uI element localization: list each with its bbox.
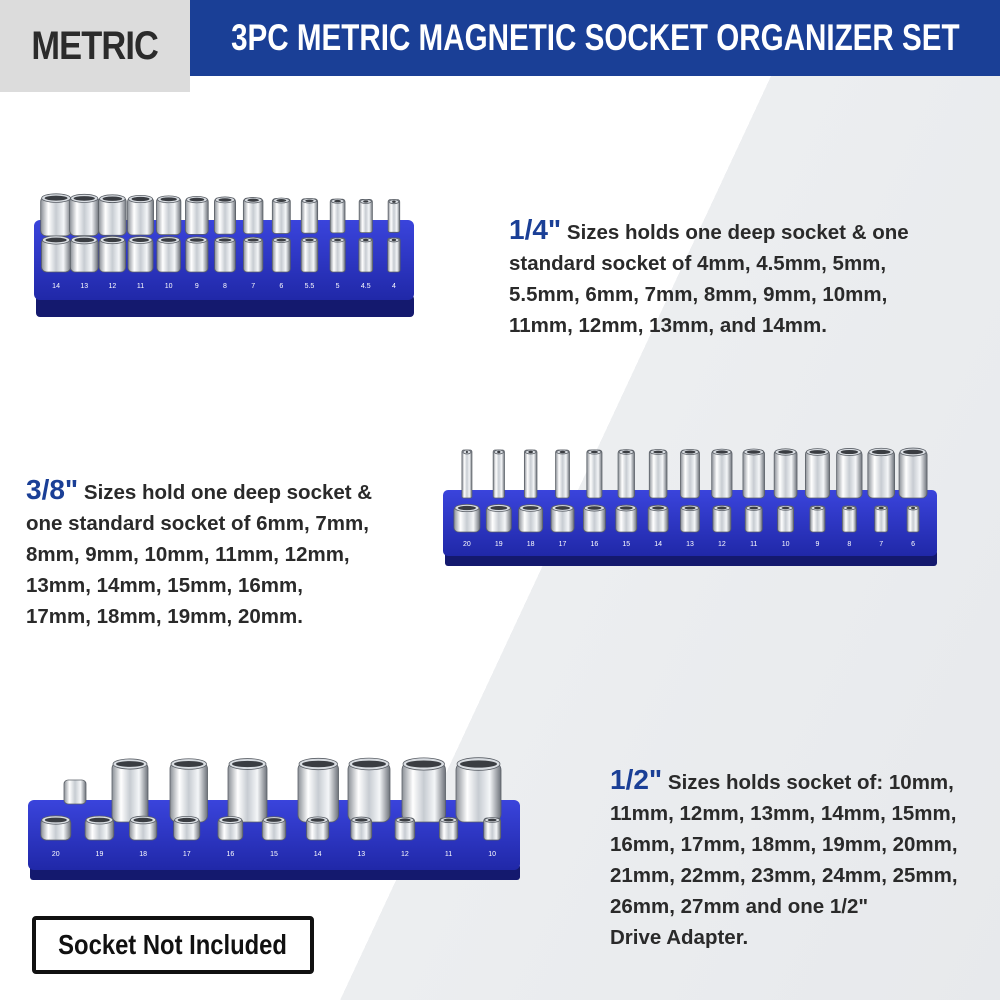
standard-socket xyxy=(648,505,668,532)
socket-not-included-badge xyxy=(32,916,314,974)
standard-socket xyxy=(519,505,543,532)
tray-size-label: 15 xyxy=(270,851,278,858)
standard-socket-large xyxy=(170,759,208,822)
tray-size-label: 13 xyxy=(686,541,694,548)
deep-socket xyxy=(556,450,570,498)
tray-size-label: 13 xyxy=(357,851,366,858)
tray-size-label: 10 xyxy=(781,541,790,548)
deep-socket xyxy=(681,449,700,498)
tray-size-label: 6 xyxy=(279,283,284,290)
standard-socket xyxy=(745,506,762,532)
tray-size-label: 12 xyxy=(401,851,409,858)
standard-socket xyxy=(218,817,243,840)
standard-socket xyxy=(128,237,153,273)
deep-socket xyxy=(388,200,400,233)
standard-socket-large xyxy=(348,758,390,822)
title-bar xyxy=(190,0,1000,76)
tray-size-label: 19 xyxy=(95,851,104,858)
deep-socket xyxy=(774,449,797,498)
tray-size-label: 9 xyxy=(194,283,199,290)
deep-socket xyxy=(243,197,263,233)
tray-size-label: 13 xyxy=(80,283,89,290)
tray-size-label: 12 xyxy=(108,283,117,290)
standard-socket xyxy=(842,506,856,532)
standard-socket-large xyxy=(298,758,339,822)
standard-socket xyxy=(330,238,345,272)
socket-tray-half-inch xyxy=(28,752,523,882)
deep-socket xyxy=(618,450,634,498)
tray-size-label: 15 xyxy=(622,541,631,548)
standard-socket xyxy=(395,817,415,840)
tray-size-label: 4.5 xyxy=(360,283,371,290)
deep-socket xyxy=(899,448,927,498)
deep-socket xyxy=(272,198,290,234)
description-text-half-inch: Sizes holds socket of: 10mm, 11mm, 12mm, 13mm, 14mm, 15mm, 16mm, 17mm, 18mm, 19mm, 20mm, 21mm, 22mm, 23mm, 24mm, 25mm, 26mm, 27mm and one 1/2" Drive Adapter. xyxy=(610,771,958,949)
tray-size-label: 18 xyxy=(139,851,147,858)
tray-size-label: 20 xyxy=(51,851,60,858)
deep-socket xyxy=(301,199,317,234)
socket-tray-three-eighths-inch xyxy=(443,440,943,570)
tray-size-label: 11 xyxy=(136,283,145,290)
size-label-quarter-inch: 1/4" xyxy=(509,214,562,245)
tray-size-label: 17 xyxy=(558,541,567,548)
tray-size-label: 8 xyxy=(847,541,852,548)
deep-socket xyxy=(587,450,602,498)
standard-socket xyxy=(215,237,236,272)
deep-socket xyxy=(837,448,862,498)
tray-size-label: 16 xyxy=(226,851,235,858)
deep-socket xyxy=(185,196,208,234)
metric-label: METRIC xyxy=(31,23,159,68)
deep-socket xyxy=(156,196,180,235)
standard-socket xyxy=(85,816,114,840)
tray-size-label: 11 xyxy=(444,851,453,858)
deep-socket xyxy=(99,195,127,235)
standard-socket xyxy=(359,238,373,272)
standard-socket xyxy=(272,237,290,272)
standard-socket-large xyxy=(228,759,267,822)
standard-socket xyxy=(262,817,286,840)
standard-socket xyxy=(351,817,372,840)
standard-socket xyxy=(616,505,637,532)
standard-socket-large xyxy=(456,758,501,822)
tray-size-label: 5 xyxy=(335,283,340,290)
standard-socket xyxy=(129,816,156,840)
drive-adapter xyxy=(64,780,86,804)
description-text-three-eighths-inch: Sizes hold one deep socket & one standard socket of 6mm, 7mm, 8mm, 9mm, 10mm, 11mm, 12mm, 13mm, 14mm, 15mm, 16mm, 17mm, 18mm, 19mm, 20mm. xyxy=(26,481,373,628)
tray-size-label: 6 xyxy=(911,541,916,548)
standard-socket xyxy=(583,505,605,532)
standard-socket xyxy=(243,237,262,272)
deep-socket xyxy=(359,199,372,232)
tray-size-label: 9 xyxy=(815,541,820,548)
tray-size-label: 14 xyxy=(52,283,60,290)
tray-size-label: 14 xyxy=(313,851,322,858)
deep-socket xyxy=(743,449,765,498)
deep-socket xyxy=(128,195,154,235)
standard-socket xyxy=(157,237,181,272)
tray-size-label: 7 xyxy=(251,283,256,290)
deep-socket xyxy=(214,197,235,234)
deep-socket xyxy=(462,450,472,498)
tray-size-label: 17 xyxy=(182,851,191,858)
standard-socket xyxy=(875,506,888,532)
deep-socket xyxy=(805,449,829,498)
standard-socket xyxy=(41,236,70,272)
tray-size-label: 19 xyxy=(494,541,503,548)
standard-socket xyxy=(713,505,731,532)
tray-size-label: 10 xyxy=(488,851,497,858)
badge-label: Socket Not Included xyxy=(58,929,288,960)
deep-socket xyxy=(41,194,72,236)
standard-socket xyxy=(41,816,71,840)
deep-socket xyxy=(524,450,537,498)
standard-socket xyxy=(484,818,501,840)
standard-socket xyxy=(174,816,200,840)
tray-size-label: 20 xyxy=(463,541,471,548)
socket-tray-quarter-inch xyxy=(30,180,420,320)
size-label-half-inch: 1/2" xyxy=(610,764,663,795)
tray-size-label: 14 xyxy=(654,541,663,548)
deep-socket xyxy=(868,448,895,498)
deep-socket xyxy=(70,194,99,235)
description-quarter-inch xyxy=(509,183,979,341)
standard-socket xyxy=(307,817,329,840)
standard-socket xyxy=(907,506,919,532)
description-text-quarter-inch: Sizes holds one deep socket & one standard socket of 4mm, 4.5mm, 5mm, 5.5mm, 6mm, 7mm, 8mm, 9mm, 10mm, 11mm, 12mm, 13mm, and 14mm. xyxy=(509,221,909,337)
tray-size-label: 12 xyxy=(717,541,726,548)
page-title: 3PC METRIC MAGNETIC SOCKET ORGANIZER SET xyxy=(230,17,960,58)
tray-size-label: 4 xyxy=(391,283,396,290)
standard-socket xyxy=(551,505,574,532)
standard-socket xyxy=(70,236,98,272)
tray-size-label: 10 xyxy=(164,283,173,290)
standard-socket xyxy=(778,506,794,532)
tray-size-label: 8 xyxy=(223,283,227,290)
standard-socket xyxy=(388,238,400,272)
standard-socket xyxy=(301,238,318,272)
deep-socket xyxy=(493,450,504,498)
tray-size-label: 18 xyxy=(526,541,535,548)
standard-socket xyxy=(486,505,511,533)
deep-socket xyxy=(649,450,667,498)
deep-socket xyxy=(712,449,732,498)
standard-socket xyxy=(439,817,457,840)
standard-socket xyxy=(681,505,700,532)
tray-size-label: 5.5 xyxy=(304,283,315,290)
metric-label-box xyxy=(0,0,190,92)
standard-socket xyxy=(186,237,208,272)
standard-socket xyxy=(454,504,480,532)
header xyxy=(0,0,1000,78)
description-three-eighths-inch xyxy=(26,443,426,632)
standard-socket-large xyxy=(402,758,446,822)
standard-socket xyxy=(99,236,125,272)
tray-size-label: 11 xyxy=(750,541,758,548)
description-half-inch xyxy=(610,733,990,953)
standard-socket-large xyxy=(112,759,148,822)
tray-size-label: 7 xyxy=(879,541,884,548)
deep-socket xyxy=(330,199,345,233)
tray-size-label: 16 xyxy=(590,541,599,548)
standard-socket xyxy=(810,506,825,532)
size-label-three-eighths-inch: 3/8" xyxy=(26,474,79,505)
